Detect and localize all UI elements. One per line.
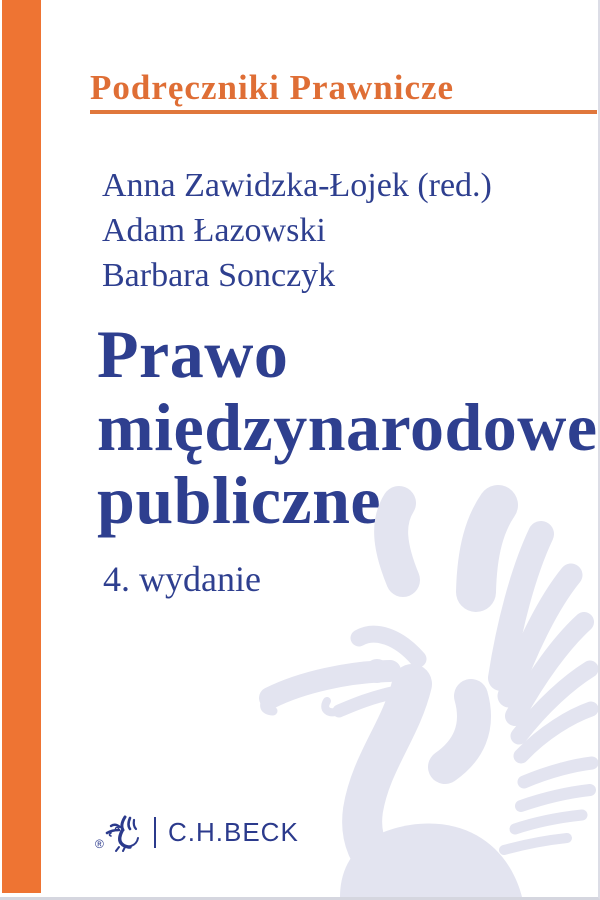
title-line: międzynarodowe (97, 389, 598, 465)
beck-griffin-logo-icon (95, 814, 144, 852)
publisher-logo (95, 813, 299, 853)
page-title (97, 318, 598, 537)
registered-mark: ® (95, 837, 104, 851)
series-title: Podręczniki Prawnicze (90, 68, 455, 107)
publisher-wordmark: C.H.BECK (168, 816, 299, 847)
author-name: Adam Łazowski (102, 212, 326, 249)
edition-label: 4. wydanie (103, 559, 261, 599)
author-name: Barbara Sonczyk (102, 257, 336, 294)
author-list (102, 163, 492, 298)
title-line: Prawo (97, 316, 289, 392)
series-underline (90, 110, 597, 114)
logo-divider (154, 817, 156, 848)
author-name: Anna Zawidzka-Łojek (red.) (102, 167, 492, 204)
title-line: publiczne (97, 462, 382, 538)
accent-bar (2, 0, 41, 893)
